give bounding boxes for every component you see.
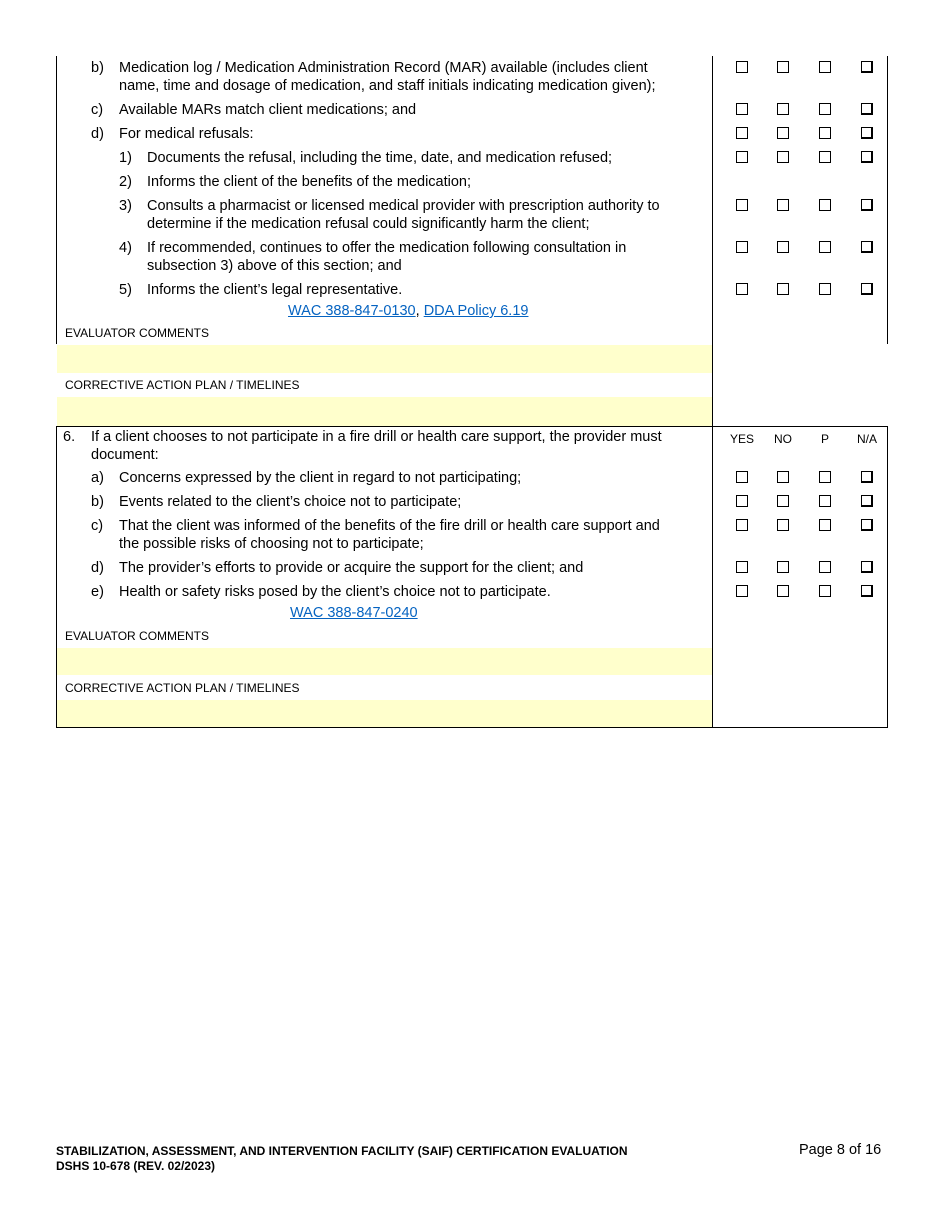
item-text: Health or safety risks posed by the client’s choice not to participate. bbox=[119, 584, 551, 600]
checkbox-yes[interactable] bbox=[736, 283, 748, 295]
checkbox-yes[interactable] bbox=[736, 241, 748, 253]
checkbox-p[interactable] bbox=[819, 127, 831, 139]
item-text: The provider’s efforts to provide or acquire the support for the client; and bbox=[119, 560, 584, 576]
item-letter: c) bbox=[91, 518, 104, 534]
subitem-text: If recommended, continues to offer the medication following consultation in bbox=[147, 240, 627, 256]
checkbox-no[interactable] bbox=[777, 495, 789, 507]
checkbox-no[interactable] bbox=[777, 585, 789, 597]
checkbox-p[interactable] bbox=[819, 151, 831, 163]
item-letter: b) bbox=[91, 60, 104, 76]
subitem-number: 5) bbox=[119, 282, 132, 298]
checkbox-p[interactable] bbox=[819, 471, 831, 483]
item-letter: d) bbox=[91, 560, 104, 576]
column-header-no: NO bbox=[774, 432, 792, 446]
column-header-yes: YES bbox=[729, 432, 754, 446]
item-text: Concerns expressed by the client in regard to not participating; bbox=[119, 470, 522, 486]
checkbox-na[interactable] bbox=[861, 103, 873, 115]
item-text: Available MARs match client medications; and bbox=[119, 102, 417, 118]
table-right-border bbox=[887, 426, 888, 728]
link-separator: , bbox=[415, 303, 424, 319]
table-left-border bbox=[56, 56, 57, 344]
item-letter: a) bbox=[91, 470, 104, 486]
checkbox-no[interactable] bbox=[777, 471, 789, 483]
evaluator-comments-field[interactable] bbox=[57, 345, 712, 373]
checkbox-na[interactable] bbox=[861, 519, 873, 531]
checkbox-no[interactable] bbox=[777, 283, 789, 295]
column-header-p: P bbox=[820, 432, 829, 446]
checkbox-no[interactable] bbox=[777, 103, 789, 115]
checkbox-yes[interactable] bbox=[736, 585, 748, 597]
checkbox-na[interactable] bbox=[861, 495, 873, 507]
checkbox-yes[interactable] bbox=[736, 519, 748, 531]
checkbox-no[interactable] bbox=[777, 151, 789, 163]
checkbox-p[interactable] bbox=[819, 199, 831, 211]
wac-link[interactable]: WAC 388-847-0130 bbox=[288, 303, 416, 319]
checkbox-p[interactable] bbox=[819, 495, 831, 507]
checkbox-p[interactable] bbox=[819, 283, 831, 295]
checkbox-no[interactable] bbox=[777, 519, 789, 531]
item-text: For medical refusals: bbox=[119, 126, 254, 142]
item-letter: d) bbox=[91, 126, 104, 142]
dda-policy-link[interactable]: DDA Policy 6.19 bbox=[423, 303, 529, 319]
checkbox-na[interactable] bbox=[861, 61, 873, 73]
corrective-action-label: CORRECTIVE ACTION PLAN / TIMELINES bbox=[65, 681, 300, 695]
subitem-number: 1) bbox=[119, 150, 132, 166]
checkbox-na[interactable] bbox=[861, 561, 873, 573]
evaluator-comments-label: EVALUATOR COMMENTS bbox=[65, 326, 210, 340]
corrective-action-field[interactable] bbox=[57, 397, 712, 426]
item-text: That the client was informed of the benefits of the fire drill or health care support and bbox=[119, 518, 660, 534]
question-text: If a client chooses to not participate in a fire drill or health care support, the provider must bbox=[91, 429, 662, 445]
subitem-text: Informs the client of the benefits of the medication; bbox=[147, 174, 472, 190]
checkbox-p[interactable] bbox=[819, 519, 831, 531]
checkbox-no[interactable] bbox=[777, 241, 789, 253]
checkbox-na[interactable] bbox=[861, 241, 873, 253]
checkbox-p[interactable] bbox=[819, 561, 831, 573]
checkbox-na[interactable] bbox=[861, 127, 873, 139]
evaluator-comments-field[interactable] bbox=[57, 648, 712, 675]
subitem-text: Informs the client’s legal representative. bbox=[147, 282, 403, 298]
checkbox-yes[interactable] bbox=[736, 561, 748, 573]
column-divider bbox=[712, 56, 713, 728]
checkbox-no[interactable] bbox=[777, 127, 789, 139]
regulation-references bbox=[290, 604, 418, 622]
item-letter: c) bbox=[91, 102, 104, 118]
checkbox-no[interactable] bbox=[777, 61, 789, 73]
wac-link[interactable]: WAC 388-847-0240 bbox=[290, 605, 418, 621]
row-divider bbox=[56, 426, 888, 427]
question-number: 6. bbox=[63, 429, 76, 445]
subitem-text: Documents the refusal, including the time, date, and medication refused; bbox=[147, 150, 613, 166]
checkbox-yes[interactable] bbox=[736, 151, 748, 163]
checkbox-yes[interactable] bbox=[736, 61, 748, 73]
regulation-references bbox=[288, 302, 528, 320]
checkbox-no[interactable] bbox=[777, 561, 789, 573]
checkbox-na[interactable] bbox=[861, 199, 873, 211]
subitem-text: subsection 3) above of this section; and bbox=[147, 258, 402, 274]
checkbox-yes[interactable] bbox=[736, 103, 748, 115]
checkbox-p[interactable] bbox=[819, 585, 831, 597]
checkbox-na[interactable] bbox=[861, 585, 873, 597]
checkbox-na[interactable] bbox=[861, 283, 873, 295]
checkbox-na[interactable] bbox=[861, 151, 873, 163]
item-letter: e) bbox=[91, 584, 104, 600]
checkbox-p[interactable] bbox=[819, 61, 831, 73]
subitem-number: 2) bbox=[119, 174, 132, 190]
column-header-na: N/A bbox=[856, 432, 877, 446]
table-bottom-border bbox=[56, 727, 888, 728]
checkbox-no[interactable] bbox=[777, 199, 789, 211]
checkbox-yes[interactable] bbox=[736, 199, 748, 211]
question-text: document: bbox=[91, 447, 159, 463]
checkbox-yes[interactable] bbox=[736, 471, 748, 483]
checkbox-p[interactable] bbox=[819, 241, 831, 253]
checkbox-yes[interactable] bbox=[736, 495, 748, 507]
subitem-text: determine if the medication refusal could significantly harm the client; bbox=[147, 216, 590, 232]
corrective-action-field[interactable] bbox=[57, 700, 712, 727]
form-title: STABILIZATION, ASSESSMENT, AND INTERVENTION FACILITY (SAIF) CERTIFICATION EVALUATION bbox=[56, 1144, 628, 1158]
evaluator-comments-label: EVALUATOR COMMENTS bbox=[65, 629, 210, 643]
subitem-text: Consults a pharmacist or licensed medical provider with prescription authority to bbox=[147, 198, 660, 214]
form-number: DSHS 10-678 (REV. 02/2023) bbox=[56, 1159, 215, 1173]
subitem-number: 4) bbox=[119, 240, 132, 256]
item-text: Events related to the client’s choice not to participate; bbox=[119, 494, 462, 510]
table-right-border bbox=[887, 56, 888, 344]
item-text: Medication log / Medication Administration Record (MAR) available (includes client bbox=[119, 60, 648, 76]
subitem-number: 3) bbox=[119, 198, 132, 214]
corrective-action-label: CORRECTIVE ACTION PLAN / TIMELINES bbox=[65, 378, 300, 392]
checkbox-p[interactable] bbox=[819, 103, 831, 115]
page-number: Page 8 of 16 bbox=[799, 1142, 882, 1158]
table-left-border bbox=[56, 426, 57, 728]
checkbox-na[interactable] bbox=[861, 471, 873, 483]
checkbox-yes[interactable] bbox=[736, 127, 748, 139]
item-text: the possible risks of choosing not to participate; bbox=[119, 536, 424, 552]
item-letter: b) bbox=[91, 494, 104, 510]
item-text: name, time and dosage of medication, and staff initials indicating medication given); bbox=[119, 78, 656, 94]
